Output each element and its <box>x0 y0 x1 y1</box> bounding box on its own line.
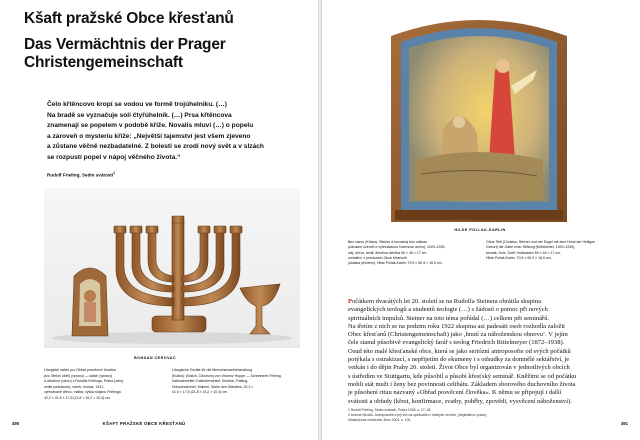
footnote: 2 Antonín Brožík, Antroposofie a její vliv na spiritualitu v českých zemích, (ilegislativní práce), <box>348 413 488 417</box>
shrine-box-photo <box>391 10 567 222</box>
footnote: 1 Rudolf Frieling, Sedm svátostí, Praha 1936, s. 27–28. <box>348 408 432 412</box>
caption-line: Bez názvu (Kristus, Steiner a neznámý bez odkazu <box>348 240 428 244</box>
body-line: Na třetím z nich se na podzim roku 1922 skupina asi padesáti osob rozhodla založit <box>348 322 565 330</box>
caption-line: (Kultus): (Kalich, Ciborium) von Vincenz Hoppe — Schreinerei Frieling, <box>172 373 282 378</box>
quote-author-name: Rudolf Frieling, Sedm svátostí <box>47 172 114 178</box>
caption-line: (ukázka přečtení). Hilde Pollak-Karlin: 70,9 × 60,9 × 16,5 cm. <box>348 261 443 266</box>
quote-line: Čelo křtěncovo kropí se vodou ve formě trojúhelníku. (…) <box>47 101 227 108</box>
body-line: Osud této malé křesťanské obce, která se jako seriózní antroposofie od svých počátků <box>348 347 571 355</box>
body-line-rest: očátkem dvacátých let 20. století se na Rudolfa Steinera obrátila skupina <box>351 298 541 305</box>
photographer-credit: BOHDAN CEROVAC <box>133 356 177 360</box>
quote-line: Na bradě se vyznačuje solí čtyřúhelník. (…) Prsa křtěncova <box>47 111 232 119</box>
caption-line: umístění: v prostorách Obce křesťanů <box>348 255 407 260</box>
body-line: vetkán i do dějin Prahy 20. století. Život Obce byl organizován v jednotlivých obcích <box>348 364 570 372</box>
caption-line: Ohne Titel (Christus, Steiner und der Engel mit dem Hund der Heiligen <box>486 240 596 244</box>
body-line-first <box>348 298 632 306</box>
caption-line: Liturgické náčiní pro Obřad posvěcení člověka <box>44 368 116 372</box>
quote-line: znamenají se popelem v podobě kříže. Novalis mluví (…) o popelu <box>47 122 254 130</box>
caption-line: (tzv. Mešní oběť) (vpravo) — kalich (vpravo) <box>44 373 113 378</box>
footnotes <box>348 408 528 423</box>
page-number-right: 491 <box>620 421 628 426</box>
quote-line: a zároveň o mysteriu kříže: „Největší tajemství jest všem zjeveno <box>47 132 251 140</box>
caption-czech <box>348 240 466 266</box>
icon-shrine <box>72 268 108 336</box>
body-line: mohli stát muži i ženy bez povinnosti celibátu. Základem sborového duchovního života <box>348 380 576 388</box>
body-line: je působení rituu nazvaný »Obřad posvěcení člověka«. K němu se připojují i další <box>348 389 562 397</box>
quote-line: se rozpustí popel v nápoj věčného života.“ <box>47 153 181 161</box>
quote-line: a zůstane věčně nezbadatelné. Z bolesti se zrodí nový svět a v slzách <box>47 143 264 151</box>
left-page <box>0 0 318 440</box>
caption-line: vyřezávané dřevo, malba; výška stojanu Frielinga <box>44 390 121 394</box>
right-page <box>322 0 640 440</box>
frame-base <box>395 210 563 220</box>
caption-line: a cibořium (vlevo) z Rudolfa Frielinga, Praha (zdroj: <box>44 379 124 383</box>
footnote: Masarykova univerzita, Brno 2004, s. 100. <box>348 418 412 422</box>
caption-line: Hilde Pollak-Karlin, 70,9 × 60,9 × 16,5 cm. <box>486 255 552 260</box>
quote-attribution <box>47 171 247 178</box>
epigraph-quote <box>47 100 309 164</box>
body-line: svátosti a obřady (křest, konfirmace, svatby, pohřby, zpovědi, vysvěcení náboženství). <box>348 397 572 405</box>
body-line: čele stanul působivě evangelický farář s teolog Friedrich Rittelmeyer (1872–1938). <box>348 339 565 347</box>
candelabrum-stand <box>114 216 242 332</box>
footnote-mark: 1 <box>113 171 115 175</box>
body-line: potýkala s ostrakizací, s nepřijetím do ekumeny i s odsudky za domnělé sektářství, je <box>348 356 570 364</box>
caption-line: Holzschnitzerei, Malerei, Maße des Ständers: 42,2 × <box>172 384 254 389</box>
caption-line: vedle podstavce), návrh, mosaz, 1931, <box>44 384 105 389</box>
caption-czech <box>44 368 164 401</box>
chalice <box>240 284 280 334</box>
body-text <box>348 298 632 406</box>
page-number-left: 490 <box>12 421 20 426</box>
caption-line: Geburt) die Gabe einer Stiftung (Mühlviertel, 1929–1930), <box>486 245 576 250</box>
photographer-credit: HILDE POLLAK-KARLIN <box>454 228 506 232</box>
caption-line: olej, dřevo, textil; dřevěná skříňka 59 × 45 × 17 cm <box>348 250 427 255</box>
chapter-title-german: Das Vermächtnis der Prager Christengemeinschaft <box>24 36 226 71</box>
caption-line: 42,2 × 41,5 × 17,5 (21,8 × 15,2 × 10,4) cm. <box>44 395 111 400</box>
liturgical-objects-illustration <box>44 188 300 348</box>
shrine-box-illustration <box>391 10 567 222</box>
caption-german <box>486 240 604 261</box>
body-line: evangelických teologů a studentů teologie (…) s žádostí o pomoc při nových <box>348 306 548 314</box>
caption-line: Liturgische Geräte für die Menschenweihehandlung <box>172 368 252 372</box>
body-line: Obec křesťanů (Christengemeinschaft) jako ‚hnutí za náboženskou obnovu‘. V jejím <box>348 331 568 339</box>
caption-german <box>172 368 292 396</box>
caption-line: bemalt, Holz, Stoff; Holzkasten 59 × 45 × 17 cm, <box>486 250 562 255</box>
body-line: s ústředím ve Stuttgartu, kde působil a působí křesťský seminář. Kněžími se od počátku <box>348 372 577 380</box>
body-line: spirituálních impulsů. Steiner na toto téma pořádal (…) celkem pět seminářů. <box>348 314 550 322</box>
caption-line: Kalenderzettel, Kalenderwinkel, Kristina, Frieling, <box>172 379 249 383</box>
running-title: KŠAFT PRAŽSKÉ OBCE KŘESŤANŮ <box>102 421 186 426</box>
liturgical-objects-photo <box>44 188 300 348</box>
caption-line: pokusem učenců o vyřezávanou Noemovu archu), 1929–1930, <box>348 245 446 250</box>
drop-cap: P <box>348 298 352 305</box>
caption-line: 41,5 × 17,5 (21,8 × 15,2 × 10,4) cm. <box>172 390 228 394</box>
chapter-title-czech: Kšaft pražské Obce křesťanů <box>24 10 234 27</box>
